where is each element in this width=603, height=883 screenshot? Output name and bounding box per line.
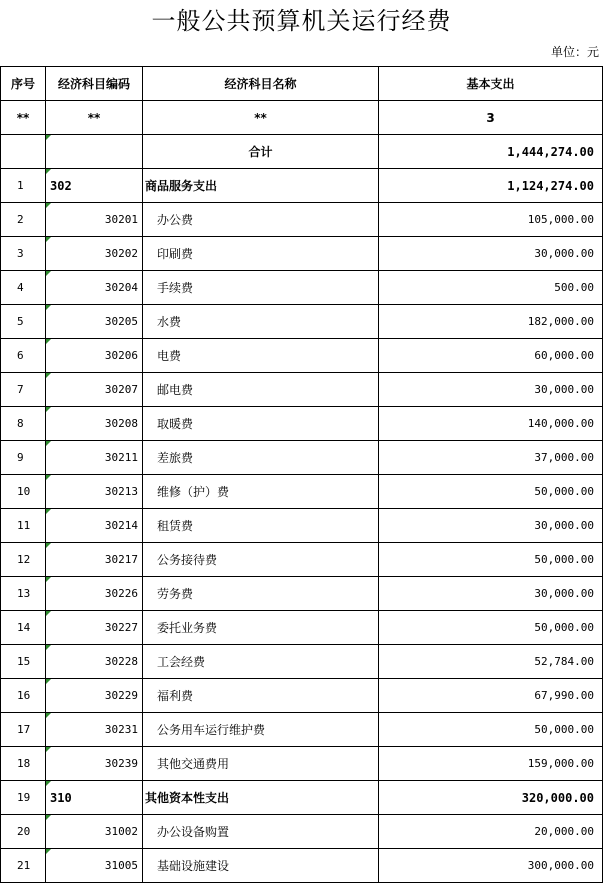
- cell-flag-icon: [46, 475, 51, 480]
- row-code: [46, 441, 143, 475]
- row-code-text: 30217: [104, 553, 138, 566]
- row-seq: 18: [1, 747, 46, 781]
- row-seq: 4: [1, 271, 46, 305]
- row-name: 办公设备购置: [143, 815, 379, 849]
- cell-flag-icon: [46, 543, 51, 548]
- total-code-cell: [46, 135, 143, 169]
- table-row: [1, 849, 603, 883]
- row-seq: 21: [1, 849, 46, 883]
- cell-flag-icon: [46, 135, 51, 140]
- row-code-text: 30227: [104, 621, 138, 634]
- cell-flag-icon: [46, 305, 51, 310]
- row-code: [46, 339, 143, 373]
- header-code: 经济科目编码: [46, 67, 143, 101]
- cell-flag-icon: [46, 815, 51, 820]
- row-name: 租赁费: [143, 509, 379, 543]
- cell-flag-icon: [46, 169, 51, 174]
- row-name: 工会经费: [143, 645, 379, 679]
- total-label: 合计: [143, 135, 379, 169]
- row-seq: 11: [1, 509, 46, 543]
- cell-flag-icon: [46, 781, 51, 786]
- row-code: [46, 237, 143, 271]
- row-seq: 13: [1, 577, 46, 611]
- row-amount: 50,000.00: [379, 475, 603, 509]
- marker-name: **: [143, 101, 379, 135]
- row-seq: 9: [1, 441, 46, 475]
- row-seq: 6: [1, 339, 46, 373]
- cell-flag-icon: [46, 747, 51, 752]
- row-name: 劳务费: [143, 577, 379, 611]
- table-row: [1, 271, 603, 305]
- total-amount: 1,444,274.00: [379, 135, 603, 169]
- row-seq: 14: [1, 611, 46, 645]
- cell-flag-icon: [46, 373, 51, 378]
- row-name: 水费: [143, 305, 379, 339]
- row-code-text: 30226: [104, 587, 138, 600]
- row-name: 公务用车运行维护费: [143, 713, 379, 747]
- row-amount: 67,990.00: [379, 679, 603, 713]
- row-code-text: 30231: [104, 723, 138, 736]
- row-name: 福利费: [143, 679, 379, 713]
- row-amount: 20,000.00: [379, 815, 603, 849]
- row-seq: 8: [1, 407, 46, 441]
- cell-flag-icon: [46, 679, 51, 684]
- row-amount: 50,000.00: [379, 713, 603, 747]
- row-code-text: 30207: [104, 383, 138, 396]
- row-code-text: 30214: [104, 519, 138, 532]
- cell-flag-icon: [46, 509, 51, 514]
- row-name: 取暖费: [143, 407, 379, 441]
- row-name: 委托业务费: [143, 611, 379, 645]
- cell-flag-icon: [46, 271, 51, 276]
- row-code-text: 30229: [104, 689, 138, 702]
- table-row: [1, 475, 603, 509]
- row-seq: 19: [1, 781, 46, 815]
- row-code: [46, 169, 143, 203]
- cell-flag-icon: [46, 611, 51, 616]
- row-name: 邮电费: [143, 373, 379, 407]
- row-amount: 37,000.00: [379, 441, 603, 475]
- row-code-text: 30208: [104, 417, 138, 430]
- row-name: 电费: [143, 339, 379, 373]
- cell-flag-icon: [46, 407, 51, 412]
- cell-flag-icon: [46, 645, 51, 650]
- table-row: [1, 781, 603, 815]
- row-name: 维修（护）费: [143, 475, 379, 509]
- total-seq-cell: [1, 135, 46, 169]
- total-row: [1, 135, 603, 169]
- row-code-text: 30204: [104, 281, 138, 294]
- row-seq: 16: [1, 679, 46, 713]
- row-name: 办公费: [143, 203, 379, 237]
- row-code: [46, 679, 143, 713]
- row-code-text: 310: [50, 790, 72, 805]
- table-row: [1, 577, 603, 611]
- row-code-text: 31005: [104, 859, 138, 872]
- row-amount: 159,000.00: [379, 747, 603, 781]
- row-code-text: 30201: [104, 213, 138, 226]
- row-amount: 30,000.00: [379, 373, 603, 407]
- table-row: [1, 339, 603, 373]
- row-seq: 17: [1, 713, 46, 747]
- row-seq: 12: [1, 543, 46, 577]
- unit-label: 单位：元: [550, 45, 599, 59]
- header-seq: 序号: [1, 67, 46, 101]
- table-row: [1, 713, 603, 747]
- row-seq: 15: [1, 645, 46, 679]
- row-amount: 140,000.00: [379, 407, 603, 441]
- row-code: [46, 577, 143, 611]
- row-amount: 1,124,274.00: [379, 169, 603, 203]
- cell-flag-icon: [46, 441, 51, 446]
- table-row: [1, 373, 603, 407]
- row-name: 其他资本性支出: [143, 781, 379, 815]
- row-code: [46, 611, 143, 645]
- row-code-text: 30228: [104, 655, 138, 668]
- row-code: [46, 203, 143, 237]
- row-name: 基础设施建设: [143, 849, 379, 883]
- row-seq: 7: [1, 373, 46, 407]
- row-code-text: 30206: [104, 349, 138, 362]
- row-code: [46, 815, 143, 849]
- table-row: [1, 203, 603, 237]
- header-name: 经济科目名称: [143, 67, 379, 101]
- report-title: 一般公共预算机关运行经费: [151, 7, 452, 35]
- row-seq: 20: [1, 815, 46, 849]
- row-code: [46, 713, 143, 747]
- row-code-text: 30239: [104, 757, 138, 770]
- table-row: [1, 237, 603, 271]
- row-code-text: 30205: [104, 315, 138, 328]
- table-row: [1, 747, 603, 781]
- row-code: [46, 543, 143, 577]
- row-code: [46, 781, 143, 815]
- marker-row: [1, 101, 603, 135]
- cell-flag-icon: [46, 237, 51, 242]
- row-code-text: 302: [50, 178, 72, 193]
- row-seq: 1: [1, 169, 46, 203]
- table-row: [1, 169, 603, 203]
- row-name: 手续费: [143, 271, 379, 305]
- header-row: [1, 67, 603, 101]
- row-amount: 30,000.00: [379, 237, 603, 271]
- row-amount: 50,000.00: [379, 611, 603, 645]
- budget-table: [0, 66, 603, 883]
- cell-flag-icon: [46, 577, 51, 582]
- row-code: [46, 305, 143, 339]
- row-seq: 5: [1, 305, 46, 339]
- row-code: [46, 747, 143, 781]
- row-amount: 182,000.00: [379, 305, 603, 339]
- row-seq: 10: [1, 475, 46, 509]
- table-row: [1, 815, 603, 849]
- row-amount: 300,000.00: [379, 849, 603, 883]
- table-row: [1, 679, 603, 713]
- row-code: [46, 509, 143, 543]
- row-seq: 2: [1, 203, 46, 237]
- table-row: [1, 611, 603, 645]
- cell-flag-icon: [46, 339, 51, 344]
- marker-amount: 3: [379, 101, 603, 135]
- table-row: [1, 305, 603, 339]
- table-row: [1, 441, 603, 475]
- row-code-text: 31002: [104, 825, 138, 838]
- table-row: [1, 645, 603, 679]
- row-amount: 50,000.00: [379, 543, 603, 577]
- row-code-text: 30211: [104, 451, 138, 464]
- row-name: 商品服务支出: [143, 169, 379, 203]
- row-amount: 30,000.00: [379, 509, 603, 543]
- row-amount: 500.00: [379, 271, 603, 305]
- row-code: [46, 475, 143, 509]
- row-code: [46, 271, 143, 305]
- row-amount: 52,784.00: [379, 645, 603, 679]
- row-name: 印刷费: [143, 237, 379, 271]
- row-amount: 105,000.00: [379, 203, 603, 237]
- row-code: [46, 645, 143, 679]
- row-amount: 30,000.00: [379, 577, 603, 611]
- row-code-text: 30213: [104, 485, 138, 498]
- row-name: 公务接待费: [143, 543, 379, 577]
- row-code: [46, 407, 143, 441]
- marker-seq: **: [1, 101, 46, 135]
- row-seq: 3: [1, 237, 46, 271]
- cell-flag-icon: [46, 713, 51, 718]
- row-amount: 320,000.00: [379, 781, 603, 815]
- row-code-text: 30202: [104, 247, 138, 260]
- cell-flag-icon: [46, 849, 51, 854]
- row-name: 其他交通费用: [143, 747, 379, 781]
- row-code: [46, 373, 143, 407]
- row-name: 差旅费: [143, 441, 379, 475]
- row-code: [46, 849, 143, 883]
- marker-code: **: [46, 101, 143, 135]
- cell-flag-icon: [46, 203, 51, 208]
- table-row: [1, 543, 603, 577]
- row-amount: 60,000.00: [379, 339, 603, 373]
- header-amount: 基本支出: [379, 67, 603, 101]
- table-row: [1, 509, 603, 543]
- table-row: [1, 407, 603, 441]
